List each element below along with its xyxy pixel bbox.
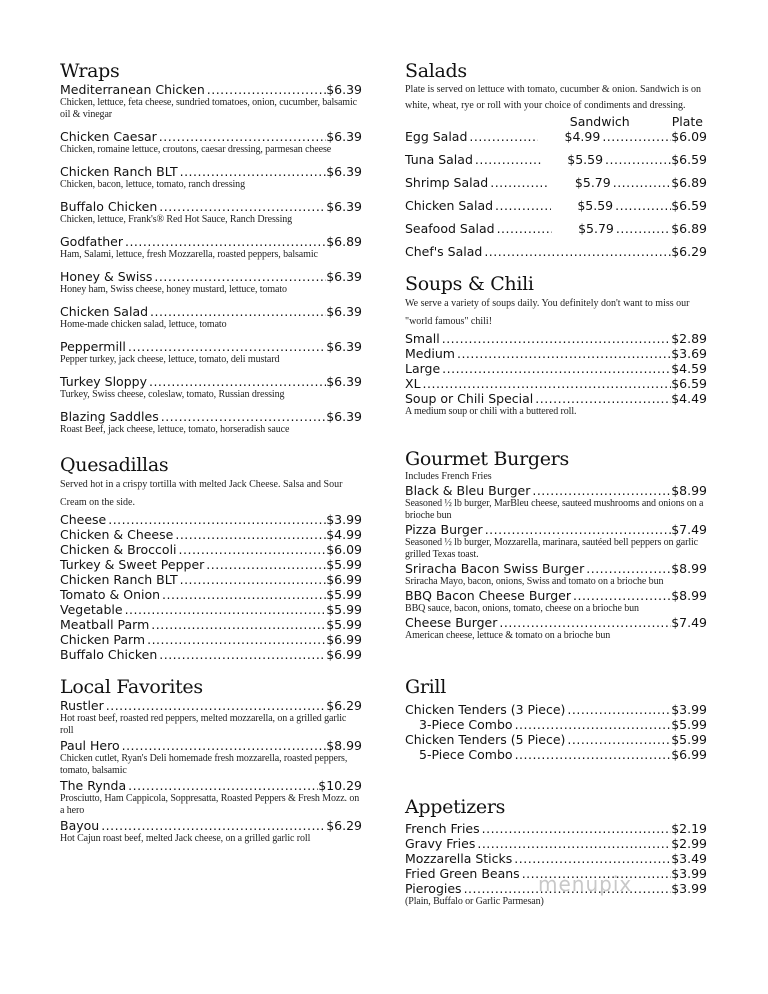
item-name: Meatball Parm xyxy=(60,617,150,632)
menu-item xyxy=(60,698,362,737)
dot-leader xyxy=(205,82,326,97)
section-note: Includes French Fries xyxy=(405,471,492,482)
menu-item xyxy=(405,836,707,851)
menu-item xyxy=(60,129,362,156)
item-description: Roast Beef, jack cheese, lettuce, tomato, horseradish sauce xyxy=(60,424,290,435)
item-name: Gravy Fries xyxy=(405,836,476,851)
item-name: Small xyxy=(405,331,440,346)
item-name: Mozzarella Sticks xyxy=(405,851,513,866)
item-sandwich-price: $5.59 xyxy=(567,152,604,167)
menu-item xyxy=(60,572,362,587)
section-title: Grill xyxy=(405,676,446,698)
menu-item-row xyxy=(60,234,362,249)
menu-item-row xyxy=(405,615,707,630)
menu-item xyxy=(405,522,707,561)
dot-leader xyxy=(123,234,326,249)
item-description: Hot roast beef, roasted red peppers, melted mozzarella, on a grilled garlic roll xyxy=(60,713,347,736)
item-price: $6.09 xyxy=(671,129,708,144)
item-description: Chicken cutlet, Ryan's Deli homemade fresh mozzarella, roasted peppers, tomato, balsamic xyxy=(60,753,348,776)
item-name: Black & Bleu Burger xyxy=(405,483,531,498)
menu-item-row xyxy=(405,198,707,213)
item-name: Buffalo Chicken xyxy=(60,199,158,214)
item-name: Rustler xyxy=(60,698,104,713)
menu-item xyxy=(60,199,362,226)
menu-item xyxy=(405,376,707,391)
dot-leader xyxy=(603,152,671,167)
menu-item-row xyxy=(405,747,707,762)
item-name: Tuna Salad xyxy=(405,152,473,167)
menu-item-row xyxy=(60,587,362,602)
menu-item-row xyxy=(60,409,362,424)
menu-item xyxy=(60,339,362,366)
dot-leader xyxy=(157,199,326,214)
item-description: American cheese, lettuce & tomato on a brioche bun xyxy=(405,630,611,641)
menu-item xyxy=(405,747,707,762)
menu-item xyxy=(60,542,362,557)
item-price: $8.99 xyxy=(671,561,707,576)
menu-item-row xyxy=(405,561,707,576)
item-description: Pepper turkey, jack cheese, lettuce, tomato, deli mustard xyxy=(60,354,280,365)
menu-item xyxy=(60,527,362,542)
menu-item-row xyxy=(60,374,362,389)
dot-leader xyxy=(440,331,671,346)
item-price: $2.19 xyxy=(671,821,707,836)
item-price: $3.99 xyxy=(671,866,707,881)
menu-item xyxy=(60,632,362,647)
column-plate: Plate xyxy=(671,114,703,129)
dot-leader xyxy=(440,361,671,376)
dot-leader xyxy=(473,152,541,167)
menu-item-row xyxy=(60,557,362,572)
menu-item xyxy=(60,374,362,401)
item-price: $3.99 xyxy=(326,512,362,527)
item-name: Large xyxy=(405,361,441,376)
section-title: Quesadillas xyxy=(60,454,169,476)
item-price: $5.99 xyxy=(326,557,362,572)
menu-item xyxy=(405,198,707,213)
menu-item-row xyxy=(60,572,362,587)
menupix-watermark: menupix xyxy=(538,872,633,896)
menu-item-row xyxy=(405,588,707,603)
section-note: We serve a variety of soups daily. You definitely don't want to miss our "world famous" chili! xyxy=(405,298,690,327)
item-name: Paul Hero xyxy=(60,738,120,753)
dot-leader xyxy=(177,542,327,557)
item-price: $6.39 xyxy=(326,374,362,389)
item-description: Chicken, romaine lettuce, croutons, caesar dressing, parmesan cheese xyxy=(60,144,332,155)
item-description: Ham, Salami, lettuce, fresh Mozzarella, roasted peppers, balsamic xyxy=(60,249,318,260)
dot-leader xyxy=(571,588,671,603)
menu-item xyxy=(405,391,707,418)
item-name: Vegetable xyxy=(60,602,123,617)
item-name: Chicken Ranch BLT xyxy=(60,164,178,179)
menu-item-row xyxy=(405,391,707,406)
item-description: BBQ sauce, bacon, onions, tomato, cheese on a brioche bun xyxy=(405,603,639,614)
dot-leader xyxy=(106,512,326,527)
dot-leader xyxy=(149,617,326,632)
menu-item xyxy=(405,175,707,190)
item-price: $6.39 xyxy=(326,82,362,97)
item-price: $6.29 xyxy=(326,818,362,833)
menu-item-row xyxy=(60,304,362,319)
item-price: $8.99 xyxy=(671,483,707,498)
column-headers xyxy=(405,114,707,129)
menu-item-row xyxy=(60,512,362,527)
menu-item xyxy=(60,617,362,632)
dot-leader xyxy=(120,738,327,753)
menu-item xyxy=(405,129,707,144)
dot-leader xyxy=(99,818,326,833)
menu-item xyxy=(405,615,707,642)
item-description: Chicken, bacon, lettuce, tomato, ranch dressing xyxy=(60,179,245,190)
item-price: $5.99 xyxy=(671,732,707,747)
menu-item-row xyxy=(60,778,362,793)
item-name: Mediterranean Chicken xyxy=(60,82,205,97)
menu-item-row xyxy=(405,244,707,259)
menu-item-row xyxy=(60,129,362,144)
menu-item-row xyxy=(405,702,707,717)
menu-item-row xyxy=(60,602,362,617)
item-name: Medium xyxy=(405,346,455,361)
dot-leader xyxy=(157,129,326,144)
item-price: $7.49 xyxy=(671,615,707,630)
section-grill xyxy=(405,676,707,762)
item-name: Godfather xyxy=(60,234,123,249)
menu-item xyxy=(60,82,362,121)
menu-item-row xyxy=(60,164,362,179)
item-price: $6.39 xyxy=(326,129,362,144)
item-price: $5.99 xyxy=(326,587,362,602)
menu-item xyxy=(60,512,362,527)
menu-item-row xyxy=(60,818,362,833)
item-name: Turkey Sloppy xyxy=(60,374,147,389)
item-description: Chicken, lettuce, feta cheese, sundried tomatoes, onion, cucumber, balsamic oil & vinegar xyxy=(60,97,357,120)
item-name: Chicken Salad xyxy=(60,304,149,319)
dot-leader xyxy=(488,175,549,190)
item-name: Chicken Caesar xyxy=(60,129,157,144)
dot-leader xyxy=(104,698,326,713)
item-price: $6.39 xyxy=(326,269,362,284)
menu-item xyxy=(405,588,707,615)
menu-item-row xyxy=(405,836,707,851)
section-title: Local Favorites xyxy=(60,676,203,698)
item-price: $5.99 xyxy=(326,617,362,632)
dot-leader xyxy=(145,632,326,647)
item-description: Sriracha Mayo, bacon, onions, Swiss and tomato on a brioche bun xyxy=(405,576,664,587)
menu-item-row xyxy=(60,617,362,632)
item-price: $6.89 xyxy=(671,175,708,190)
dot-leader xyxy=(148,304,326,319)
item-name: Chicken Parm xyxy=(60,632,146,647)
item-price: $6.29 xyxy=(671,244,707,259)
dot-leader xyxy=(584,561,671,576)
item-price: $3.69 xyxy=(671,346,707,361)
dot-leader xyxy=(123,602,327,617)
menu-item xyxy=(60,602,362,617)
dot-leader xyxy=(147,374,326,389)
dot-leader xyxy=(614,221,671,236)
item-price: $4.59 xyxy=(671,361,707,376)
menu-item xyxy=(405,244,707,259)
item-price: $7.49 xyxy=(671,522,707,537)
dot-leader xyxy=(455,346,671,361)
item-name: Chicken Salad xyxy=(405,198,494,213)
menu-item xyxy=(60,587,362,602)
dot-leader xyxy=(513,747,672,762)
menu-item-row xyxy=(60,199,362,214)
item-price: $8.99 xyxy=(326,738,362,753)
left-column xyxy=(60,60,362,846)
item-price: $6.89 xyxy=(671,221,708,236)
item-name: 3-Piece Combo xyxy=(419,717,513,732)
dot-leader xyxy=(178,572,327,587)
dot-leader xyxy=(565,702,671,717)
dot-leader xyxy=(482,244,671,259)
menu-item-row xyxy=(60,698,362,713)
item-sandwich-price: $5.59 xyxy=(577,198,614,213)
menu-item xyxy=(60,647,362,662)
item-description: Turkey, Swiss cheese, coleslaw, tomato, Russian dressing xyxy=(60,389,285,400)
menu-item-row xyxy=(405,346,707,361)
section-local-favorites xyxy=(60,676,362,846)
item-name: Chicken Tenders (5 Piece) xyxy=(405,732,566,747)
menu-item-row xyxy=(405,129,707,144)
item-name: Cheese xyxy=(60,512,107,527)
menu-item xyxy=(405,346,707,361)
dot-leader xyxy=(533,391,671,406)
item-name: Sriracha Bacon Swiss Burger xyxy=(405,561,585,576)
dot-leader xyxy=(530,483,671,498)
column-sandwich: Sandwich xyxy=(569,114,630,129)
item-name: Pierogies xyxy=(405,881,462,896)
dot-leader xyxy=(480,821,672,836)
item-name: Chicken Ranch BLT xyxy=(60,572,178,587)
menu-item xyxy=(60,269,362,296)
item-price: $6.59 xyxy=(671,152,707,167)
dot-leader xyxy=(157,647,326,662)
menu-item xyxy=(405,821,707,836)
dot-leader xyxy=(613,198,671,213)
item-price: $4.99 xyxy=(326,527,362,542)
menu-item xyxy=(60,304,362,331)
item-name: Bayou xyxy=(60,818,100,833)
item-price: $3.49 xyxy=(671,851,707,866)
item-description: Chicken, lettuce, Frank's® Red Hot Sauce, Ranch Dressing xyxy=(60,214,293,225)
item-description: Prosciutto, Ham Cappicola, Soppresatta, Roasted Peppers & Fresh Mozz. on a hero xyxy=(60,793,360,816)
menu-item xyxy=(405,851,707,866)
dot-leader xyxy=(204,557,326,572)
item-price: $4.49 xyxy=(671,391,707,406)
item-name: Pizza Burger xyxy=(405,522,483,537)
item-price: $6.39 xyxy=(326,199,362,214)
item-name: Blazing Saddles xyxy=(60,409,159,424)
section-title: Soups & Chili xyxy=(405,273,534,295)
item-sandwich-price: $5.79 xyxy=(578,221,614,236)
menu-item xyxy=(60,778,362,817)
dot-leader xyxy=(513,717,672,732)
section-soups-chili xyxy=(405,273,707,418)
item-price: $6.99 xyxy=(326,647,362,662)
dot-leader xyxy=(495,221,552,236)
dot-leader xyxy=(600,129,671,144)
menu-item-row xyxy=(405,376,707,391)
item-price: $2.89 xyxy=(671,331,707,346)
item-price: $5.99 xyxy=(671,717,707,732)
item-name: Chef's Salad xyxy=(405,244,483,259)
menu-item-row xyxy=(60,339,362,354)
item-price: $6.39 xyxy=(326,304,362,319)
dot-leader xyxy=(159,409,326,424)
right-column xyxy=(405,60,707,908)
item-description: Honey ham, Swiss cheese, honey mustard, lettuce, tomato xyxy=(60,284,287,295)
section-title: Gourmet Burgers xyxy=(405,448,569,470)
item-name: Seafood Salad xyxy=(405,221,495,236)
section-title: Wraps xyxy=(60,60,120,82)
item-description: Seasoned ½ lb burger, MarBleu cheese, sauteed mushrooms and onions on a brioche bun xyxy=(405,498,704,521)
item-name: Chicken & Broccoli xyxy=(60,542,177,557)
section-quesadillas xyxy=(60,454,362,662)
menu-item-row xyxy=(60,269,362,284)
item-name: The Rynda xyxy=(60,778,127,793)
menu-item xyxy=(405,732,707,747)
menu-item-row xyxy=(60,647,362,662)
menu-item xyxy=(60,409,362,436)
dot-leader xyxy=(152,269,326,284)
item-price: $6.99 xyxy=(326,572,362,587)
item-price: $6.29 xyxy=(326,698,362,713)
item-price: $6.39 xyxy=(326,164,362,179)
item-name: Chicken Tenders (3 Piece) xyxy=(405,702,566,717)
item-name: Soup or Chili Special xyxy=(405,391,534,406)
item-name: Honey & Swiss xyxy=(60,269,153,284)
menu-item xyxy=(405,483,707,522)
menu-item-row xyxy=(405,152,707,167)
menu-item xyxy=(60,818,362,845)
menu-item xyxy=(60,164,362,191)
menu-item-row xyxy=(60,632,362,647)
dot-leader xyxy=(483,522,672,537)
menu-item-row xyxy=(60,527,362,542)
item-price: $6.99 xyxy=(326,632,362,647)
item-name: Egg Salad xyxy=(405,129,468,144)
menu-item xyxy=(405,221,707,236)
item-price: $6.09 xyxy=(326,542,362,557)
item-price: $3.99 xyxy=(671,881,707,896)
menu-item-row xyxy=(405,483,707,498)
menu-item xyxy=(60,738,362,777)
dot-leader xyxy=(467,129,538,144)
dot-leader xyxy=(611,175,672,190)
item-name: Tomato & Onion xyxy=(60,587,161,602)
dot-leader xyxy=(173,527,326,542)
section-note: Served hot in a crispy tortilla with melted Jack Cheese. Salsa and Sour Cream on the side. xyxy=(60,479,343,508)
item-price: $6.39 xyxy=(326,409,362,424)
item-name: Shrimp Salad xyxy=(405,175,489,190)
item-description: Seasoned ½ lb burger, Mozzarella, marinara, sautéed bell peppers on garlic grilled Texas toast. xyxy=(405,537,699,560)
item-price: $6.39 xyxy=(326,339,362,354)
dot-leader xyxy=(493,198,551,213)
item-name: Fried Green Beans xyxy=(405,866,520,881)
menu-item xyxy=(60,234,362,261)
item-name: Chicken & Cheese xyxy=(60,527,174,542)
item-price: $6.99 xyxy=(671,747,707,762)
item-name: Peppermill xyxy=(60,339,126,354)
item-name: XL xyxy=(405,376,421,391)
item-name: Buffalo Chicken xyxy=(60,647,158,662)
menu-item-row xyxy=(405,717,707,732)
item-description: (Plain, Buffalo or Garlic Parmesan) xyxy=(405,896,544,907)
item-name: Cheese Burger xyxy=(405,615,498,630)
menu-item xyxy=(405,361,707,376)
item-price: $6.89 xyxy=(326,234,362,249)
menu-item xyxy=(405,152,707,167)
menu-item xyxy=(405,331,707,346)
menu-item-row xyxy=(405,331,707,346)
item-description: Home-made chicken salad, lettuce, tomato xyxy=(60,319,227,330)
item-price: $3.99 xyxy=(671,702,707,717)
dot-leader xyxy=(126,339,326,354)
item-name: French Fries xyxy=(405,821,480,836)
section-salads xyxy=(405,60,707,267)
item-name: BBQ Bacon Cheese Burger xyxy=(405,588,572,603)
item-price: $8.99 xyxy=(671,588,707,603)
item-price: $6.59 xyxy=(671,198,707,213)
item-price: $6.59 xyxy=(671,376,707,391)
menu-item xyxy=(405,717,707,732)
menu-item-row xyxy=(405,732,707,747)
item-price: $10.29 xyxy=(318,778,362,793)
menu-item xyxy=(60,557,362,572)
menu-item-row xyxy=(405,221,707,236)
section-note: Plate is served on lettuce with tomato, cucumber & onion. Sandwich is on white, wheat, rye or roll with your choice of condiments and dressing. xyxy=(405,84,702,111)
section-title: Salads xyxy=(405,60,467,82)
dot-leader xyxy=(421,376,672,391)
menu-item-row xyxy=(405,821,707,836)
item-sandwich-price: $4.99 xyxy=(564,129,601,144)
dot-leader xyxy=(475,836,671,851)
section-gourmet-burgers xyxy=(405,448,707,642)
dot-leader xyxy=(512,851,671,866)
item-name: Turkey & Sweet Pepper xyxy=(60,557,205,572)
menu-item-row xyxy=(405,522,707,537)
dot-leader xyxy=(178,164,327,179)
section-wraps xyxy=(60,60,362,444)
menu-item-row xyxy=(405,361,707,376)
menu-item-row xyxy=(405,175,707,190)
item-description: Hot Cajun roast beef, melted Jack cheese, on a grilled garlic roll xyxy=(60,833,311,844)
menu-item xyxy=(405,561,707,588)
item-price: $2.99 xyxy=(671,836,707,851)
section-title: Appetizers xyxy=(405,796,506,818)
menu-item-row xyxy=(60,82,362,97)
item-name: 5-Piece Combo xyxy=(419,747,513,762)
menu-item-row xyxy=(405,851,707,866)
dot-leader xyxy=(497,615,671,630)
dot-leader xyxy=(160,587,326,602)
item-sandwich-price: $5.79 xyxy=(574,175,611,190)
item-description: A medium soup or chili with a buttered roll. xyxy=(405,406,577,417)
dot-leader xyxy=(126,778,318,793)
menu-item-row xyxy=(60,542,362,557)
menu-item-row xyxy=(60,738,362,753)
dot-leader xyxy=(565,732,671,747)
menu-item xyxy=(405,702,707,717)
item-price: $5.99 xyxy=(326,602,362,617)
